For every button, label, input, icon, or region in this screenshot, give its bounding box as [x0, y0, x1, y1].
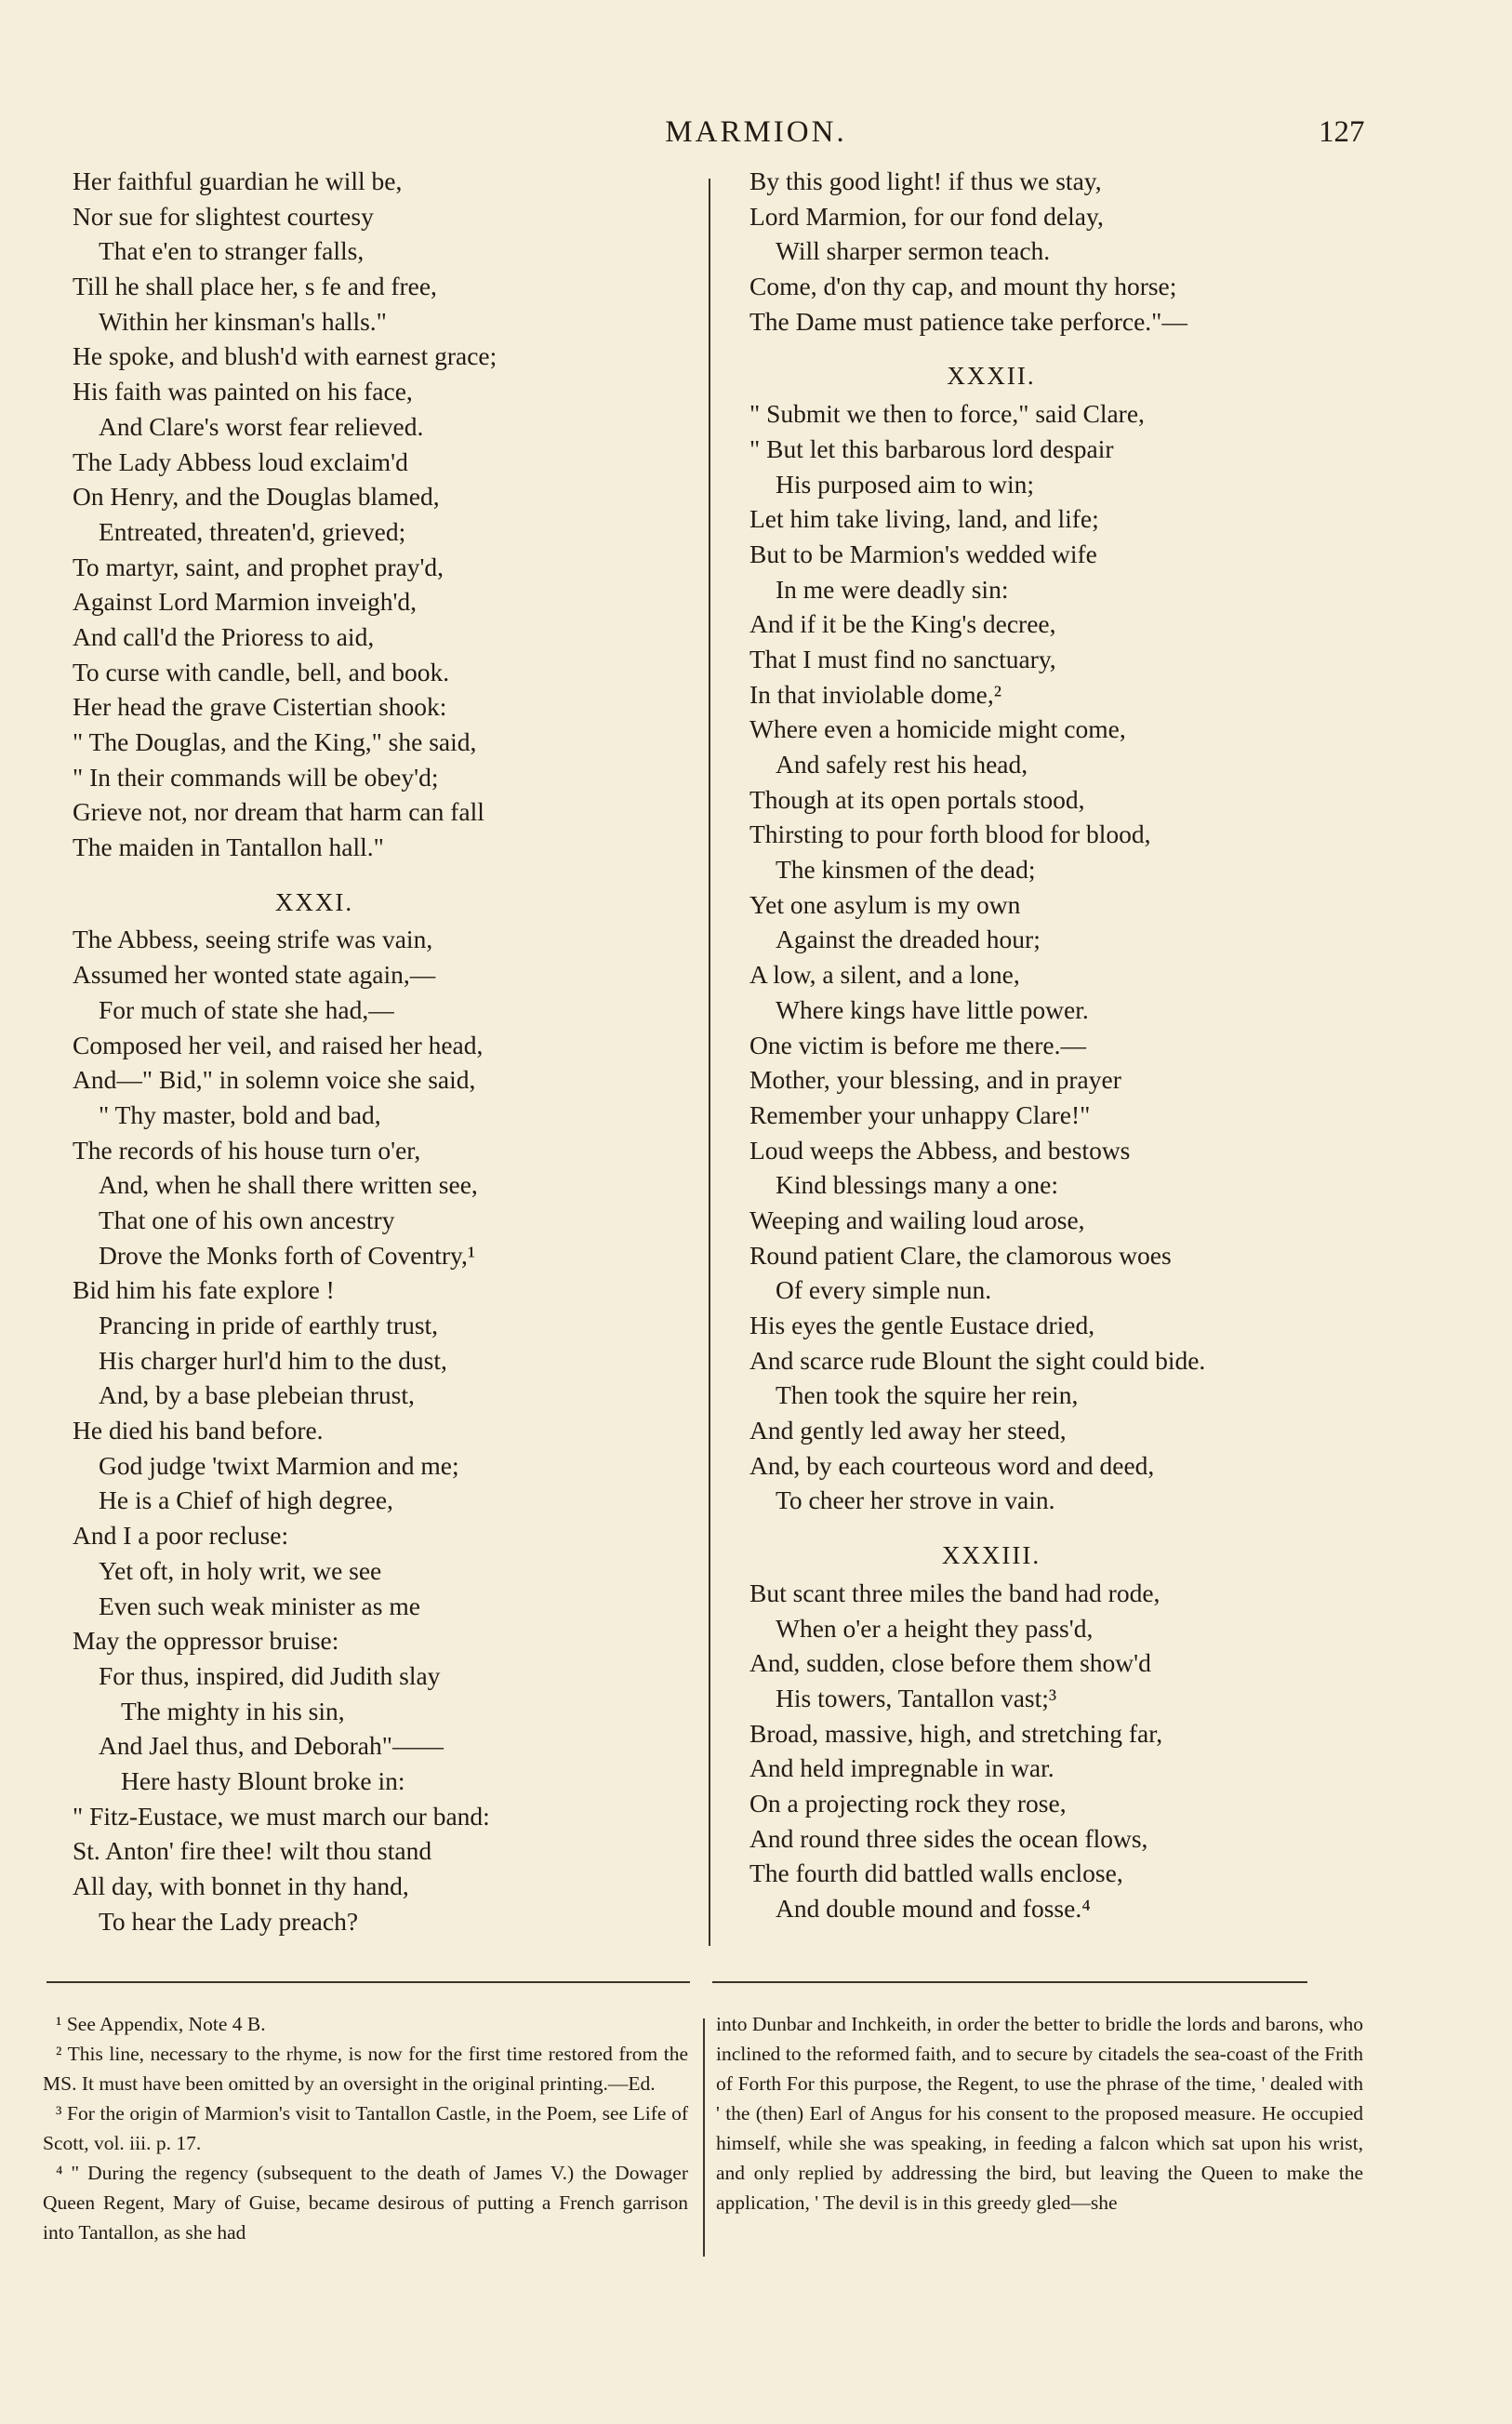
- verse-line: By this good light! if thus we stay,: [749, 166, 1102, 195]
- verse-line: His eyes the gentle Eustace dried,: [749, 1311, 1095, 1339]
- verse-line: The fourth did battled walls enclose,: [749, 1858, 1123, 1888]
- verse-line: And, when he shall there written see,: [99, 1170, 478, 1200]
- verse-line: Till he shall place her, s fe and free,: [73, 272, 437, 301]
- verse-line: Round patient Clare, the clamorous woes: [749, 1240, 1172, 1270]
- verse-line: But to be Marmion's wedded wife: [749, 539, 1097, 568]
- verse-line: The records of his house turn o'er,: [73, 1135, 421, 1165]
- verse-line: And call'd the Prioress to aid,: [73, 621, 375, 651]
- verse-line: Come, d'on thy cap, and mount thy horse;: [749, 272, 1177, 301]
- verse-line: " Thy master, bold and bad,: [99, 1099, 381, 1129]
- verse-line: A low, a silent, and a lone,: [749, 960, 1020, 990]
- verse-line: Thirsting to pour forth blood for blood,: [749, 819, 1151, 849]
- footnote-rule-left: [46, 1981, 690, 1983]
- verse-line: On a projecting rock they rose,: [749, 1788, 1067, 1818]
- verse-line: Her faithful guardian he will be,: [73, 166, 403, 195]
- verse-line: Loud weeps the Abbess, and bestows: [749, 1135, 1131, 1165]
- verse-line: He is a Chief of high degree,: [99, 1485, 393, 1515]
- verse-line: All day, with bonnet in thy hand,: [73, 1871, 409, 1900]
- footnote-2: ² This line, necessary to the rhyme, is now for the first time restored from the MS. It must have been omitted by an oversight in the original printing.—Ed.: [43, 2043, 688, 2095]
- verse-line: " But let this barbarous lord despair: [749, 433, 1114, 463]
- verse-line: He died his band before.: [73, 1416, 324, 1445]
- footnotes-left-column: [43, 2009, 688, 2247]
- verse-line: His towers, Tantallon vast;³: [776, 1683, 1057, 1712]
- verse-line: Let him take living, land, and life;: [749, 504, 1099, 534]
- verse-line: Against the dreaded hour;: [776, 925, 1041, 954]
- verse-line: Will sharper sermon teach.: [776, 236, 1051, 266]
- verse-line: Drove the Monks forth of Coventry,¹: [99, 1240, 476, 1270]
- verse-line: For thus, inspired, did Judith slay: [99, 1660, 441, 1690]
- footnote-column-divider: [703, 2018, 705, 2257]
- column-divider: [709, 179, 710, 1946]
- verse-line: Here hasty Blount broke in:: [121, 1765, 405, 1795]
- verse-line: In me were deadly sin:: [776, 574, 1009, 604]
- verse-line: To martyr, saint, and prophet pray'd,: [73, 552, 444, 581]
- verse-line: Assumed her wonted state again,—: [73, 960, 436, 990]
- verse-line: Weeping and wailing loud arose,: [749, 1205, 1085, 1234]
- verse-line: When o'er a height they pass'd,: [776, 1613, 1094, 1643]
- verse-line: And double mound and fosse.⁴: [776, 1894, 1091, 1923]
- verse-line: Remember your unhappy Clare!": [749, 1099, 1091, 1129]
- verse-line: To cheer her strove in vain.: [776, 1485, 1055, 1515]
- running-head-title: MARMION.: [665, 115, 847, 149]
- verse-line: His faith was painted on his face,: [73, 377, 413, 406]
- verse-line: Where kings have little power.: [776, 994, 1089, 1024]
- verse-line: Her head the grave Cistertian shook:: [73, 692, 447, 722]
- verse-line: And, by a base plebeian thrust,: [99, 1380, 415, 1410]
- verse-line: Kind blessings many a one:: [776, 1170, 1058, 1200]
- verse-line: Entreated, threaten'd, grieved;: [99, 516, 406, 546]
- verse-line: Nor sue for slightest courtesy: [73, 201, 374, 231]
- verse-line: The Dame must patience take perforce."—: [749, 306, 1187, 336]
- verse-line: And held impregnable in war.: [749, 1753, 1054, 1783]
- verse-line: " In their commands will be obey'd;: [73, 762, 439, 792]
- verse-line: The kinsmen of the dead;: [776, 855, 1036, 885]
- verse-line: His purposed aim to win;: [776, 469, 1035, 499]
- verse-line: And safely rest his head,: [776, 750, 1028, 779]
- verse-line: But scant three miles the band had rode,: [749, 1578, 1161, 1607]
- verse-line: His charger hurl'd him to the dust,: [99, 1345, 447, 1375]
- verse-line: " Fitz-Eustace, we must march our band:: [73, 1801, 490, 1831]
- verse-line: Composed her veil, and raised her head,: [73, 1030, 484, 1059]
- verse-line: And if it be the King's decree,: [749, 609, 1056, 639]
- verse-line: And Jael thus, and Deborah"——: [99, 1731, 444, 1761]
- footnotes-right-column: [716, 2009, 1363, 2218]
- right-poem-column: [749, 164, 1400, 1926]
- left-verse-block-2: [73, 922, 705, 1938]
- verse-line: The mighty in his sin,: [121, 1696, 345, 1725]
- verse-line: St. Anton' fire thee! wilt thou stand: [73, 1836, 432, 1866]
- verse-line: Even such weak minister as me: [99, 1591, 420, 1620]
- verse-line: Though at its open portals stood,: [749, 784, 1085, 814]
- verse-line: Lord Marmion, for our fond delay,: [749, 201, 1104, 231]
- verse-line: " The Douglas, and the King," she said,: [73, 727, 477, 756]
- left-poem-column: [73, 164, 705, 1938]
- verse-line: That one of his own ancestry: [99, 1205, 395, 1234]
- verse-line: And, sudden, close before them show'd: [749, 1648, 1151, 1678]
- verse-line: Where even a homicide might come,: [749, 714, 1126, 744]
- footnote-4-continued: into Dunbar and Inchkeith, in order the better to bridle the lords and barons, who inclined to the reformed faith, and to secure by citadels the sea-coast of the Frith of Forth For this purpose, the Regent, to use the phrase of the time, ' dealed with ' the (then) Earl of Angus for his consent to the proposed measure. He occupied himself, while she was speaking, in feeding a falcon which sat upon his wrist, and only replied by addressing the bird, but leaving the Queen to make the application, ' The devil is in this greedy gled—she: [716, 2013, 1363, 2214]
- verse-line: Bid him his fate explore !: [73, 1275, 335, 1305]
- verse-line: The Lady Abbess loud exclaim'd: [73, 446, 408, 476]
- verse-line: He spoke, and blush'd with earnest grace;: [73, 341, 497, 371]
- stanza-number-xxxii: XXXII.: [947, 362, 1036, 391]
- verse-line: The maiden in Tantallon hall.": [73, 832, 384, 862]
- verse-line: To curse with candle, bell, and book.: [73, 657, 450, 686]
- right-verse-block-3: [749, 1576, 1400, 1926]
- verse-line: Grieve not, nor dream that harm can fall: [73, 797, 484, 827]
- footnote-1: ¹ See Appendix, Note 4 B.: [56, 2013, 266, 2035]
- verse-line: " Submit we then to force," said Clare,: [749, 399, 1145, 429]
- verse-line: Yet oft, in holy writ, we see: [99, 1555, 382, 1585]
- footnote-rule-right: [712, 1981, 1307, 1983]
- stanza-number-xxxiii: XXXIII.: [941, 1541, 1041, 1570]
- verse-line: Yet one asylum is my own: [749, 889, 1021, 919]
- page-number: 127: [1319, 115, 1365, 149]
- verse-line: On Henry, and the Douglas blamed,: [73, 482, 440, 512]
- verse-line: In that inviolable dome,²: [749, 679, 1001, 709]
- verse-line: That e'en to stranger falls,: [99, 236, 365, 266]
- footnote-3: ³ For the origin of Marmion's visit to Tantallon Castle, in the Poem, see Life of Scott, vol. iii. p. 17.: [43, 2102, 688, 2154]
- verse-line: And, by each courteous word and deed,: [749, 1450, 1155, 1480]
- verse-line: May the oppressor bruise:: [73, 1626, 339, 1656]
- left-verse-block-1: [73, 164, 705, 865]
- verse-line: Broad, massive, high, and stretching far,: [749, 1718, 1163, 1748]
- verse-line: To hear the Lady preach?: [99, 1906, 359, 1936]
- verse-line: And—" Bid," in solemn voice she said,: [73, 1065, 476, 1095]
- verse-line: And I a poor recluse:: [73, 1521, 289, 1551]
- verse-line: For much of state she had,—: [99, 994, 394, 1024]
- verse-line: Of every simple nun.: [776, 1275, 992, 1305]
- verse-line: One victim is before me there.—: [749, 1030, 1086, 1059]
- right-verse-block-1: [749, 164, 1400, 339]
- verse-line: Then took the squire her rein,: [776, 1380, 1079, 1410]
- verse-line: And gently led away her steed,: [749, 1416, 1067, 1445]
- stanza-number-xxxi: XXXI.: [274, 887, 354, 916]
- verse-line: And Clare's worst fear relieved.: [99, 411, 424, 441]
- footnote-4: ⁴ " During the regency (subsequent to the death of James V.) the Dowager Queen Regent, Mary of Guise, became desirous of putting a French garrison into Tantallon, as she had: [43, 2162, 688, 2244]
- verse-line: Against Lord Marmion inveigh'd,: [73, 587, 418, 617]
- verse-line: Prancing in pride of earthly trust,: [99, 1311, 439, 1339]
- verse-line: God judge 'twixt Marmion and me;: [99, 1450, 459, 1480]
- right-verse-block-2: [749, 396, 1400, 1518]
- verse-line: That I must find no sanctuary,: [749, 644, 1056, 673]
- verse-line: And round three sides the ocean flows,: [749, 1823, 1148, 1853]
- verse-line: The Abbess, seeing strife was vain,: [73, 925, 433, 954]
- verse-line: Mother, your blessing, and in prayer: [749, 1065, 1121, 1095]
- verse-line: Within her kinsman's halls.": [99, 306, 387, 336]
- verse-line: And scarce rude Blount the sight could bide.: [749, 1345, 1206, 1375]
